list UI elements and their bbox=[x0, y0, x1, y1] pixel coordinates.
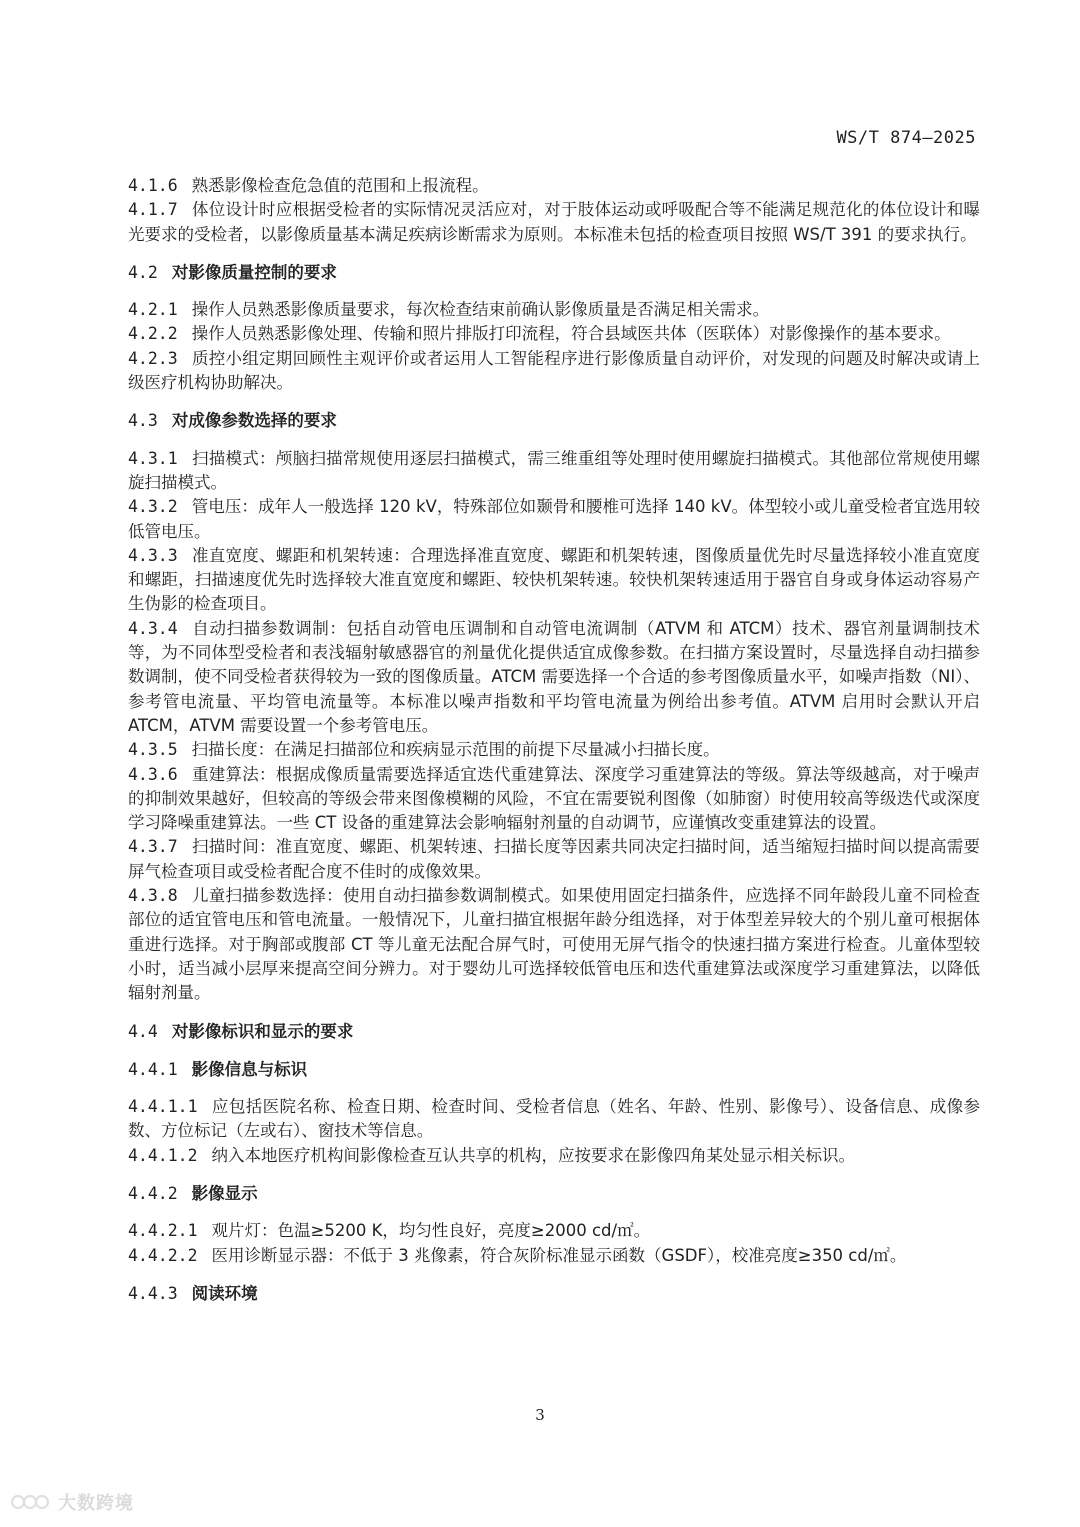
clause-paragraph bbox=[128, 198, 980, 247]
clause-paragraph bbox=[128, 298, 980, 322]
clause-number: 4.4.3 bbox=[128, 1283, 178, 1303]
clause-number: 4.4 bbox=[128, 1021, 158, 1041]
clause-text: 扫描模式：颅脑扫描常规使用逐层扫描模式，需三维重组等处理时使用螺旋扫描模式。其他部位常规使用螺旋扫描模式。 bbox=[128, 448, 980, 492]
clause-paragraph bbox=[128, 617, 980, 738]
clause-paragraph bbox=[128, 763, 980, 836]
clause-text: 质控小组定期回顾性主观评价或者运用人工智能程序进行影像质量自动评价，对发现的问题及时解决或请上级医疗机构协助解决。 bbox=[128, 348, 980, 393]
clause-number: 4.2 bbox=[128, 262, 158, 282]
clause-number: 4.4.2.1 bbox=[128, 1221, 198, 1241]
clause-number: 4.2.2 bbox=[128, 324, 178, 344]
watermark bbox=[10, 1489, 134, 1515]
page-number: 3 bbox=[535, 1406, 545, 1424]
clause-text: 体位设计时应根据受检者的实际情况灵活应对，对于肢体运动或呼吸配合等不能满足规范化的体位设计和曝光要求的受检者，以影像质量基本满足疾病诊断需求为原则。本标准未包括的检查项目按照 WS/T 391 的要求执行。 bbox=[128, 200, 980, 244]
clause-number: 4.4.2 bbox=[128, 1183, 178, 1203]
clause-number: 4.3.3 bbox=[128, 545, 178, 565]
clause-number: 4.3.2 bbox=[128, 497, 178, 517]
section-heading bbox=[128, 261, 980, 285]
clause-paragraph bbox=[128, 1219, 980, 1243]
clause-paragraph bbox=[128, 1095, 980, 1144]
clause-number: 4.3.6 bbox=[128, 764, 178, 784]
clause-paragraph bbox=[128, 347, 980, 396]
clause-paragraph bbox=[128, 1244, 980, 1268]
section-heading bbox=[128, 1182, 980, 1206]
clause-number: 4.4.1.2 bbox=[128, 1145, 198, 1165]
clause-paragraph bbox=[128, 1144, 980, 1168]
clause-text: 熟悉影像检查危急值的范围和上报流程。 bbox=[191, 176, 489, 195]
clause-text: 操作人员熟悉影像处理、传输和照片排版打印流程，符合县域医共体（医联体）对影像操作的基本要求。 bbox=[191, 324, 951, 344]
heading-text: 影像信息与标识 bbox=[191, 1059, 308, 1079]
clause-number: 4.3.4 bbox=[128, 618, 178, 638]
clause-paragraph bbox=[128, 835, 980, 884]
heading-text: 对成像参数选择的要求 bbox=[171, 411, 337, 431]
clause-number: 4.3.5 bbox=[128, 740, 178, 760]
document-code: WS/T 874—2025 bbox=[836, 128, 976, 148]
clause-text: 重建算法：根据成像质量需要选择适宜迭代重建算法、深度学习重建算法的等级。算法等级越高，对于噪声的抑制效果越好，但较高的等级会带来图像模糊的风险，不宜在需要锐利图像（如肺窗）时使用较高等级迭代或深度学习降噪重建算法。一些 CT 设备的重建算法会影响辐射剂量的自动调节，应谨慎改变重建算法的设置。 bbox=[128, 764, 980, 833]
clause-number: 4.3.1 bbox=[128, 448, 178, 468]
clause-text: 观片灯：色温≥5200 K，均匀性良好，亮度≥2000 cd/㎡。 bbox=[211, 1221, 651, 1241]
clause-number: 4.1.6 bbox=[128, 176, 178, 195]
clause-paragraph bbox=[128, 322, 980, 346]
clause-paragraph bbox=[128, 884, 980, 1005]
clause-number: 4.2.1 bbox=[128, 300, 178, 320]
clause-text: 管电压：成年人一般选择 120 kV，特殊部位如颞骨和腰椎可选择 140 kV。体型较小或儿童受检者宜选用较低管电压。 bbox=[128, 497, 980, 541]
clause-number: 4.4.1 bbox=[128, 1059, 178, 1079]
clause-text: 扫描长度：在满足扫描部位和疾病显示范围的前提下尽量减小扫描长度。 bbox=[191, 740, 720, 760]
watermark-logo-icon bbox=[10, 1490, 52, 1514]
watermark-text: 大数跨境 bbox=[58, 1493, 134, 1514]
heading-text: 对影像标识和显示的要求 bbox=[171, 1021, 354, 1041]
clause-paragraph bbox=[128, 174, 980, 198]
clause-paragraph bbox=[128, 544, 980, 617]
clause-text: 准直宽度、螺距和机架转速：合理选择准直宽度、螺距和机架转速，图像质量优先时尽量选择较小准直宽度和螺距，扫描速度优先时选择较大准直宽度和螺距、较快机架转速。较快机架转速适用于器官自身或身体运动容易产生伪影的检查项目。 bbox=[128, 545, 980, 614]
section-heading bbox=[128, 409, 980, 433]
section-heading bbox=[128, 1020, 980, 1044]
clause-text: 操作人员熟悉影像质量要求，每次检查结束前确认影像质量是否满足相关需求。 bbox=[191, 300, 770, 320]
document-body bbox=[128, 174, 980, 1319]
clause-number: 4.2.3 bbox=[128, 348, 178, 368]
clause-text: 医用诊断显示器：不低于 3 兆像素，符合灰阶标准显示函数（GSDF），校准亮度≥350 cd/㎡。 bbox=[211, 1245, 907, 1265]
clause-paragraph bbox=[128, 738, 980, 762]
heading-text: 阅读环境 bbox=[191, 1283, 258, 1303]
clause-text: 儿童扫描参数选择：使用自动扫描参数调制模式。如果使用固定扫描条件，应选择不同年龄段儿童不同检查部位的适宜管电压和管电流量。一般情况下，儿童扫描宜根据年龄分组选择，对于体型差异较大的个别儿童可根据体重进行选择。对于胸部或腹部 CT 等儿童无法配合屏气时，可使用无屏气指令的快速扫描方案进行检查。儿童体型较小时，适当减小层厚来提高空间分辨力。对于婴幼儿可选择较低管电压和迭代重建算法或深度学习重建算法，以降低辐射剂量。 bbox=[128, 886, 980, 1003]
clause-number: 4.3.8 bbox=[128, 886, 178, 906]
clause-number: 4.4.1.1 bbox=[128, 1097, 198, 1117]
heading-text: 影像显示 bbox=[191, 1183, 258, 1203]
section-heading bbox=[128, 1282, 980, 1306]
heading-text: 对影像质量控制的要求 bbox=[171, 262, 337, 282]
clause-text: 应包括医院名称、检查日期、检查时间、受检者信息（姓名、年龄、性别、影像号）、设备信息、成像参数、方位标记（左或右）、窗技术等信息。 bbox=[128, 1097, 980, 1141]
clause-number: 4.3.7 bbox=[128, 837, 178, 857]
clause-number: 4.1.7 bbox=[128, 200, 178, 220]
clause-paragraph bbox=[128, 447, 980, 496]
clause-number: 4.4.2.2 bbox=[128, 1245, 198, 1265]
clause-text: 纳入本地医疗机构间影像检查互认共享的机构，应按要求在影像四角某处显示相关标识。 bbox=[211, 1145, 856, 1165]
clause-number: 4.3 bbox=[128, 411, 158, 431]
clause-text: 扫描时间：准直宽度、螺距、机架转速、扫描长度等因素共同决定扫描时间，适当缩短扫描时间以提高需要屏气检查项目或受检者配合度不佳时的成像效果。 bbox=[128, 837, 980, 881]
clause-text: 自动扫描参数调制：包括自动管电压调制和自动管电流调制（ATVM 和 ATCM）技术、器官剂量调制技术等，为不同体型受检者和表浅辐射敏感器官的剂量优化提供适宜成像参数。在扫描方案设置时，尽量选择自动扫描参数调制，使不同受检者获得较为一致的图像质量。ATCM 需要选择一个合适的参考图像质量水平，如噪声指数（NI）、参考管电流量、平均管电流量等。本标准以噪声指数和平均管电流量为例给出参考值。ATVM 启用时会默认开启 ATCM，ATVM 需要设置一个参考管电压。 bbox=[128, 618, 980, 735]
section-heading bbox=[128, 1058, 980, 1082]
clause-paragraph bbox=[128, 495, 980, 544]
